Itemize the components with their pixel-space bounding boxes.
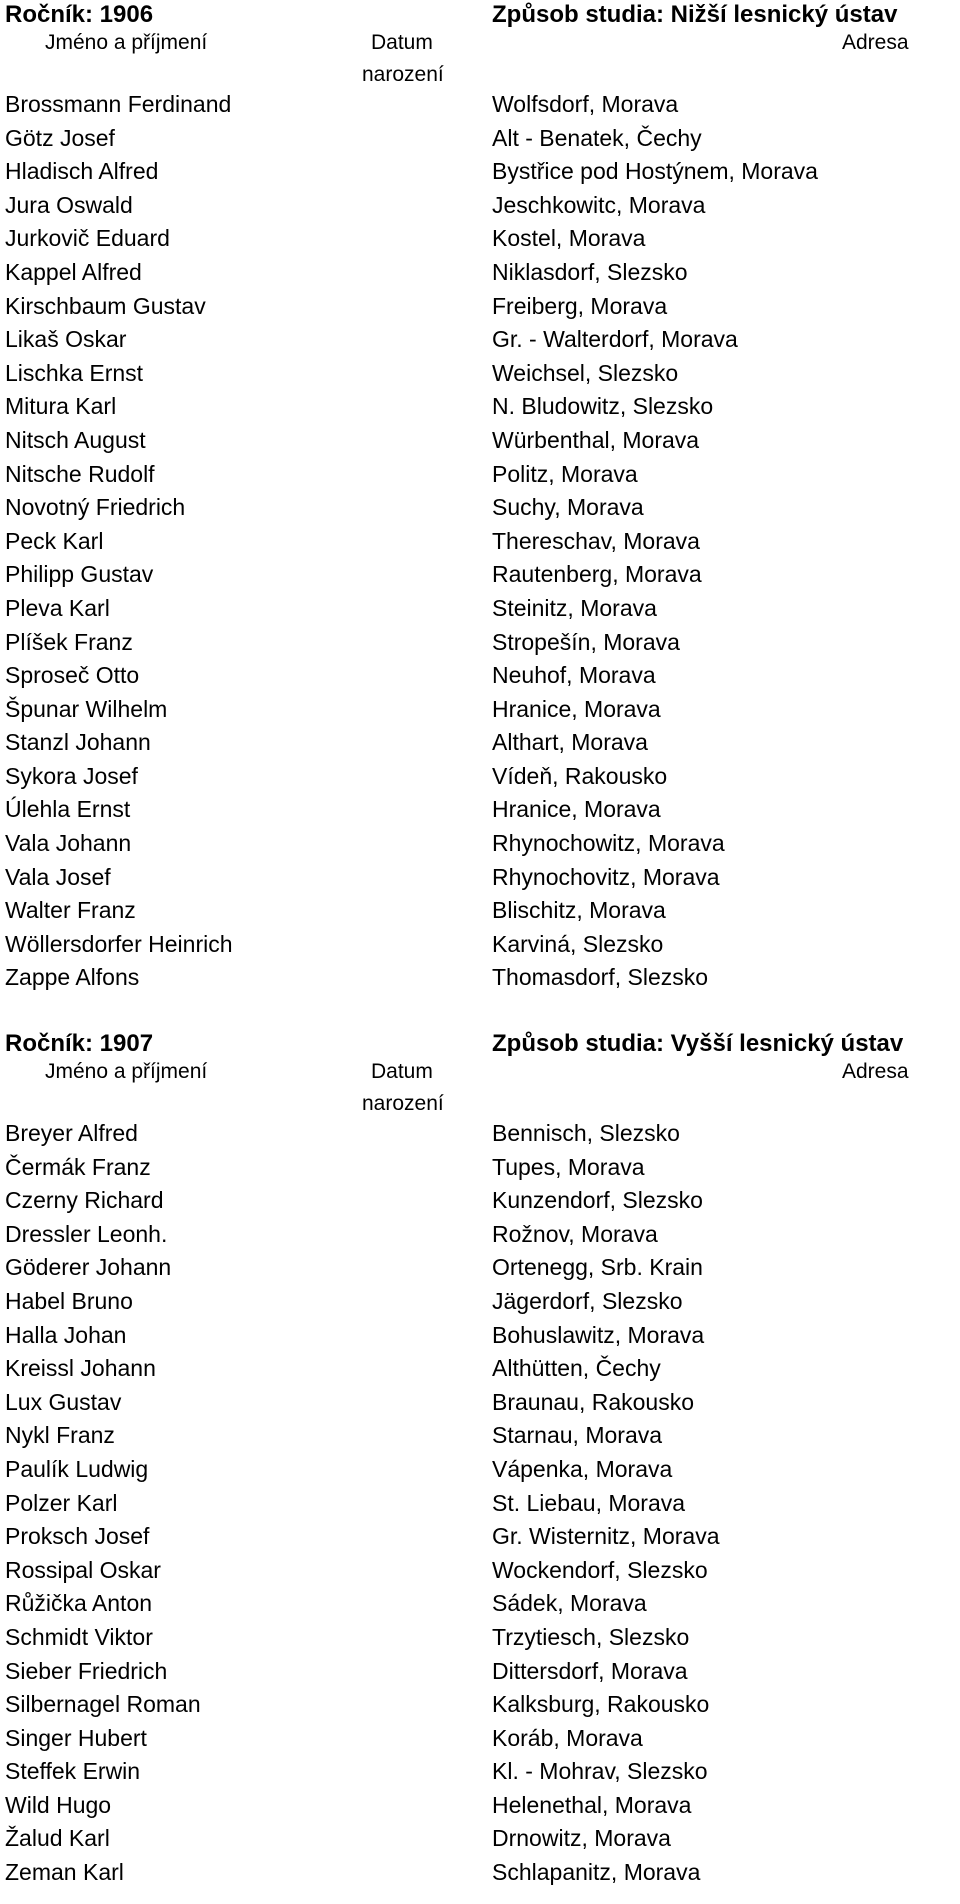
student-name: Zappe Alfons [5, 964, 140, 991]
column-header-datum: Datum [371, 31, 433, 54]
table-row [0, 458, 960, 492]
student-name: Proksch Josef [5, 1523, 150, 1550]
column-header-name: Jméno a příjmení [45, 31, 208, 54]
student-list [0, 88, 960, 995]
student-address: St. Liebau, Morava [492, 1489, 686, 1516]
student-address: Tupes, Morava [492, 1153, 645, 1180]
table-row [0, 525, 960, 559]
student-address: Kunzendorf, Slezsko [492, 1187, 703, 1214]
table-row [0, 1487, 960, 1521]
student-address: Bennisch, Slezsko [492, 1120, 680, 1146]
student-address: Steinitz, Morava [492, 594, 657, 621]
table-row [0, 1184, 960, 1218]
student-address: Thomasdorf, Slezsko [492, 964, 709, 991]
student-address: Althart, Morava [492, 729, 648, 756]
student-address: Koráb, Morava [492, 1724, 643, 1751]
student-address: N. Bludowitz, Slezsko [492, 393, 714, 420]
student-address: Karviná, Slezsko [492, 930, 664, 957]
student-name: Brossmann Ferdinand [5, 91, 232, 117]
table-row [0, 323, 960, 357]
table-row [0, 222, 960, 256]
table-row [0, 1151, 960, 1185]
table-row [0, 558, 960, 592]
table-row [0, 1419, 960, 1453]
student-name: Plíšek Franz [5, 628, 133, 655]
student-address: Rhynochowitz, Morava [492, 830, 725, 857]
student-address: Kostel, Morava [492, 225, 646, 252]
table-row [0, 793, 960, 827]
student-name: Nitsch August [5, 426, 146, 453]
table-row [0, 390, 960, 424]
table-row [0, 1117, 960, 1151]
student-name: Vala Johann [5, 830, 132, 857]
student-name: Sieber Friedrich [5, 1657, 168, 1684]
student-address: Rožnov, Morava [492, 1220, 658, 1247]
study-type-label: Způsob studia: Nižší lesnický ústav [492, 1, 898, 28]
student-address: Niklasdorf, Slezsko [492, 258, 688, 285]
table-row [0, 357, 960, 391]
student-name: Pleva Karl [5, 594, 110, 621]
student-address: Vápenka, Morava [492, 1455, 673, 1482]
student-address: Alt - Benatek, Čechy [492, 124, 702, 151]
student-address: Helenethal, Morava [492, 1791, 692, 1818]
table-row [0, 928, 960, 962]
student-name: Philipp Gustav [5, 561, 154, 588]
student-address: Hranice, Morava [492, 695, 661, 722]
student-list [0, 1117, 960, 1890]
student-address: Kalksburg, Rakousko [492, 1691, 710, 1718]
student-name: Breyer Alfred [5, 1120, 138, 1146]
student-address: Kl. - Mohrav, Slezsko [492, 1758, 708, 1785]
student-name: Špunar Wilhelm [5, 695, 168, 722]
student-address: Wockendorf, Slezsko [492, 1556, 708, 1583]
student-name: Singer Hubert [5, 1724, 147, 1751]
table-row [0, 491, 960, 525]
table-row [0, 155, 960, 189]
student-name: Zeman Karl [5, 1859, 124, 1886]
table-row [0, 1587, 960, 1621]
column-header-narozeni: narození [362, 1092, 444, 1115]
table-row [0, 1722, 960, 1756]
student-address: Althütten, Čechy [492, 1355, 661, 1382]
student-name: Mitura Karl [5, 393, 117, 420]
student-address: Drnowitz, Morava [492, 1825, 671, 1852]
student-name: Paulík Ludwig [5, 1455, 149, 1482]
student-address: Gr. Wisternitz, Morava [492, 1523, 720, 1550]
table-row [0, 827, 960, 861]
table-row [0, 626, 960, 660]
student-name: Peck Karl [5, 527, 104, 554]
student-address: Stropešín, Morava [492, 628, 680, 655]
study-type-label: Způsob studia: Vyšší lesnický ústav [492, 1030, 904, 1057]
table-row [0, 1352, 960, 1386]
table-row [0, 88, 960, 122]
table-row [0, 290, 960, 324]
table-row [0, 726, 960, 760]
table-row [0, 1218, 960, 1252]
student-name: Sproseč Otto [5, 662, 140, 689]
table-row [0, 861, 960, 895]
column-header-narozeni: narození [362, 63, 444, 86]
table-row [0, 189, 960, 223]
table-row [0, 1554, 960, 1588]
table-row [0, 693, 960, 727]
student-address: Thereschav, Morava [492, 527, 700, 554]
student-address: Rautenberg, Morava [492, 561, 702, 588]
table-row [0, 1856, 960, 1890]
student-address: Trzytiesch, Slezsko [492, 1623, 690, 1650]
student-name: Schmidt Viktor [5, 1623, 153, 1650]
student-name: Czerny Richard [5, 1187, 164, 1214]
student-address: Neuhof, Morava [492, 662, 656, 689]
student-name: Götz Josef [5, 124, 115, 151]
column-header-datum: Datum [371, 1060, 433, 1083]
table-row [0, 1520, 960, 1554]
table-row [0, 1755, 960, 1789]
table-row [0, 894, 960, 928]
student-name: Rossipal Oskar [5, 1556, 161, 1583]
student-name: Jurkovič Eduard [5, 225, 170, 252]
student-name: Úlehla Ernst [5, 796, 131, 823]
table-row [0, 1822, 960, 1856]
table-row [0, 1655, 960, 1689]
student-address: Vídeň, Rakousko [492, 762, 668, 789]
year-label: Ročník: 1906 [5, 1, 154, 28]
student-name: Sykora Josef [5, 762, 138, 789]
student-address: Dittersdorf, Morava [492, 1657, 688, 1684]
table-row [0, 760, 960, 794]
student-address: Bohuslawitz, Morava [492, 1321, 705, 1348]
column-header-adresa: Adresa [842, 31, 909, 54]
student-address: Gr. - Walterdorf, Morava [492, 326, 738, 353]
column-header-name: Jméno a příjmení [45, 1060, 208, 1083]
table-row [0, 1789, 960, 1823]
table-row [0, 1251, 960, 1285]
student-address: Jeschkowitc, Morava [492, 191, 706, 218]
student-name: Polzer Karl [5, 1489, 118, 1516]
student-address: Sádek, Morava [492, 1590, 647, 1617]
student-name: Kreissl Johann [5, 1355, 156, 1382]
table-row [0, 961, 960, 995]
student-name: Halla Johan [5, 1321, 127, 1348]
student-name: Čermák Franz [5, 1153, 151, 1180]
table-row [0, 1386, 960, 1420]
student-address: Hranice, Morava [492, 796, 661, 823]
student-name: Hladisch Alfred [5, 158, 159, 185]
student-name: Dressler Leonh. [5, 1220, 168, 1247]
student-name: Wild Hugo [5, 1791, 112, 1818]
student-address: Wolfsdorf, Morava [492, 91, 679, 117]
student-name: Likaš Oskar [5, 326, 127, 353]
student-name: Stanzl Johann [5, 729, 151, 756]
student-name: Žalud Karl [5, 1825, 110, 1852]
student-address: Freiberg, Morava [492, 292, 668, 319]
table-row [0, 122, 960, 156]
student-address: Suchy, Morava [492, 494, 644, 521]
year-label: Ročník: 1907 [5, 1030, 154, 1057]
student-address: Bystřice pod Hostýnem, Morava [492, 158, 818, 185]
student-name: Vala Josef [5, 863, 111, 890]
student-name: Lux Gustav [5, 1388, 122, 1415]
student-name: Walter Franz [5, 897, 136, 924]
table-row [0, 1319, 960, 1353]
student-address: Schlapanitz, Morava [492, 1859, 701, 1886]
student-address: Würbenthal, Morava [492, 426, 700, 453]
student-name: Jura Oswald [5, 191, 133, 218]
student-name: Wöllersdorfer Heinrich [5, 930, 233, 957]
table-row [0, 1285, 960, 1319]
table-row [0, 424, 960, 458]
student-name: Habel Bruno [5, 1287, 133, 1314]
student-address: Ortenegg, Srb. Krain [492, 1254, 703, 1281]
student-name: Göderer Johann [5, 1254, 172, 1281]
student-name: Nitsche Rudolf [5, 460, 155, 487]
table-row [0, 592, 960, 626]
column-header-adresa: Adresa [842, 1060, 909, 1083]
student-name: Kirschbaum Gustav [5, 292, 206, 319]
table-row [0, 1621, 960, 1655]
student-address: Starnau, Morava [492, 1422, 663, 1449]
table-row [0, 1688, 960, 1722]
student-address: Politz, Morava [492, 460, 638, 487]
table-row [0, 659, 960, 693]
table-row [0, 1453, 960, 1487]
student-name: Novotný Friedrich [5, 494, 186, 521]
student-address: Braunau, Rakousko [492, 1388, 695, 1415]
student-name: Kappel Alfred [5, 258, 142, 285]
student-name: Silbernagel Roman [5, 1691, 201, 1718]
student-address: Weichsel, Slezsko [492, 359, 679, 386]
student-name: Nykl Franz [5, 1422, 115, 1449]
student-name: Steffek Erwin [5, 1758, 141, 1785]
table-row [0, 256, 960, 290]
student-address: Blischitz, Morava [492, 897, 666, 924]
student-name: Lischka Ernst [5, 359, 144, 386]
student-address: Jägerdorf, Slezsko [492, 1287, 683, 1314]
student-name: Růžička Anton [5, 1590, 153, 1617]
student-address: Rhynochovitz, Morava [492, 863, 720, 890]
